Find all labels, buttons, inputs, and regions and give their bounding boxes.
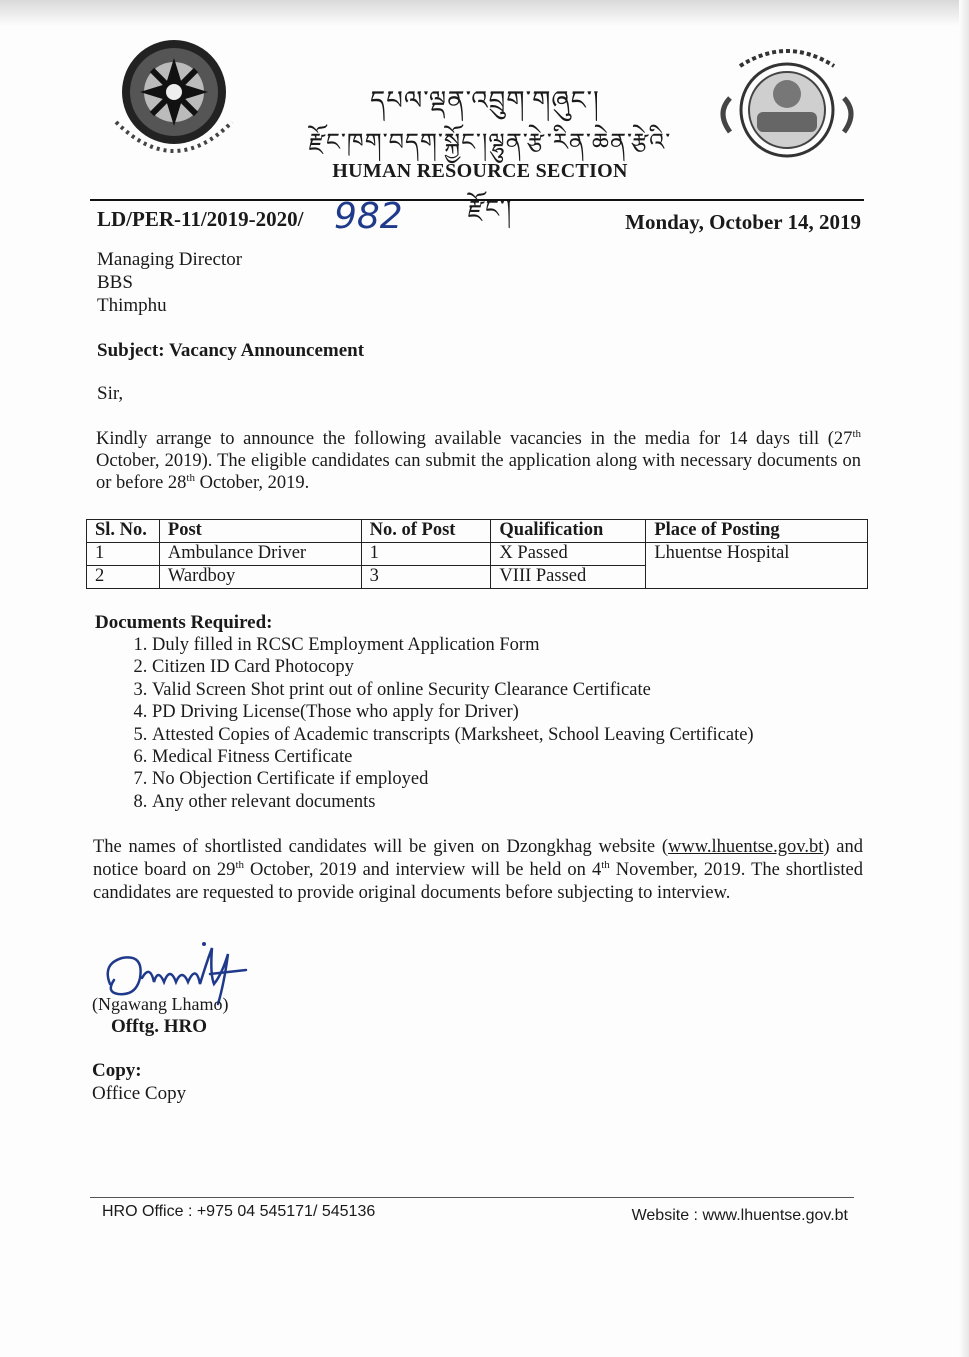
table-cell: 2 <box>87 566 160 589</box>
body-text: October, 2019. <box>194 473 310 493</box>
reference-handwritten: 982 <box>334 196 403 237</box>
ordinal-suffix: th <box>186 471 195 484</box>
signer-name: (Ngawang Lhamo) <box>92 994 229 1014</box>
column-header: Post <box>159 520 361 543</box>
notice-text: October, 2019 and interview will be held on 4 <box>244 860 602 880</box>
signer-title: Offtg. HRO <box>111 1016 208 1037</box>
list-item: 8. Any other relevant documents <box>152 791 754 813</box>
salutation: Sir, <box>97 383 124 404</box>
address-line: BBS <box>97 272 133 293</box>
address-line: Thimphu <box>97 295 167 316</box>
place-of-posting-cell: Lhuentse Hospital <box>646 543 868 589</box>
website-link[interactable]: www.lhuentse.gov.bt <box>667 837 824 857</box>
dzongkha-header-line1: དཔལ་ལྡན་འབྲུག་གཞུང་། <box>370 86 600 116</box>
list-item: 1. Duly filled in RCSC Employment Application Form <box>152 634 754 656</box>
body-paragraph <box>96 428 861 494</box>
footer-website[interactable]: Website : www.lhuentse.gov.bt <box>631 1207 848 1224</box>
subject-line: Subject: Vacancy Announcement <box>97 340 365 361</box>
dzongkhag-seal-icon <box>712 38 862 168</box>
national-emblem-icon <box>96 30 256 180</box>
vacancy-table <box>86 519 868 589</box>
recipient-address <box>97 248 242 317</box>
ordinal-suffix: th <box>852 427 861 440</box>
list-item: 5. Attested Copies of Academic transcripts (Marksheet, School Leaving Certificate) <box>152 724 754 746</box>
address-line: Managing Director <box>97 249 243 270</box>
header-rule <box>90 199 864 201</box>
notice-text: ) and notice board on 29 <box>93 837 863 880</box>
list-item: 4. PD Driving License(Those who apply for Driver) <box>152 701 754 723</box>
table-row <box>87 543 868 566</box>
table-cell: Ambulance Driver <box>159 543 361 566</box>
table-cell: X Passed <box>491 543 646 566</box>
copy-value: Office Copy <box>92 1083 187 1104</box>
footer-rule <box>90 1197 854 1198</box>
scan-shadow-top <box>0 0 969 26</box>
notice-paragraph <box>93 836 863 905</box>
list-item: 6. Medical Fitness Certificate <box>152 746 754 768</box>
footer-phone: HRO Office : +975 04 545171/ 545136 <box>102 1203 376 1220</box>
table-cell: 1 <box>87 543 160 566</box>
documents-title: Documents Required: <box>95 612 273 633</box>
table-cell: 1 <box>361 543 491 566</box>
dzongkha-header-line2: རྫོང་ཁག་བདག་སྐྱོང་།ལྷུན་རྩེ་རིན་ཆེན་རྩེའི་རྫོང་། <box>308 128 672 223</box>
letter-date: Monday, October 14, 2019 <box>625 210 861 234</box>
column-header: Place of Posting <box>646 520 868 543</box>
body-text: Kindly arrange to announce the following available vacancies in the media for 14 days till (27 <box>96 429 853 449</box>
copy-label: Copy: <box>92 1060 142 1081</box>
column-header: Qualification <box>491 520 646 543</box>
ordinal-suffix: th <box>601 858 610 871</box>
notice-text: November, 2019. The shortlisted candidates are requested to provide original documents before subjecting to interview. <box>93 860 864 903</box>
table-cell: VIII Passed <box>491 566 646 589</box>
table-cell: 3 <box>361 566 491 589</box>
table-header-row <box>87 520 868 543</box>
ordinal-suffix: th <box>235 858 244 871</box>
reference-number: LD/PER-11/2019-2020/ <box>97 207 304 231</box>
scan-shadow-right <box>959 0 969 1357</box>
body-text: October, 2019). The eligible candidates can submit the application along with necessary documents on or before 28 <box>96 451 861 493</box>
org-name: HUMAN RESOURCE SECTION <box>332 160 628 182</box>
notice-text: The names of shortlisted candidates will be given on Dzongkhag website ( <box>93 837 668 857</box>
documents-list <box>123 634 754 813</box>
list-item: 3. Valid Screen Shot print out of online Security Clearance Certificate <box>152 679 754 701</box>
list-item: 7. No Objection Certificate if employed <box>152 768 754 790</box>
column-header: Sl. No. <box>87 520 160 543</box>
table-cell: Wardboy <box>159 566 361 589</box>
list-item: 2. Citizen ID Card Photocopy <box>152 656 754 678</box>
column-header: No. of Post <box>361 520 491 543</box>
